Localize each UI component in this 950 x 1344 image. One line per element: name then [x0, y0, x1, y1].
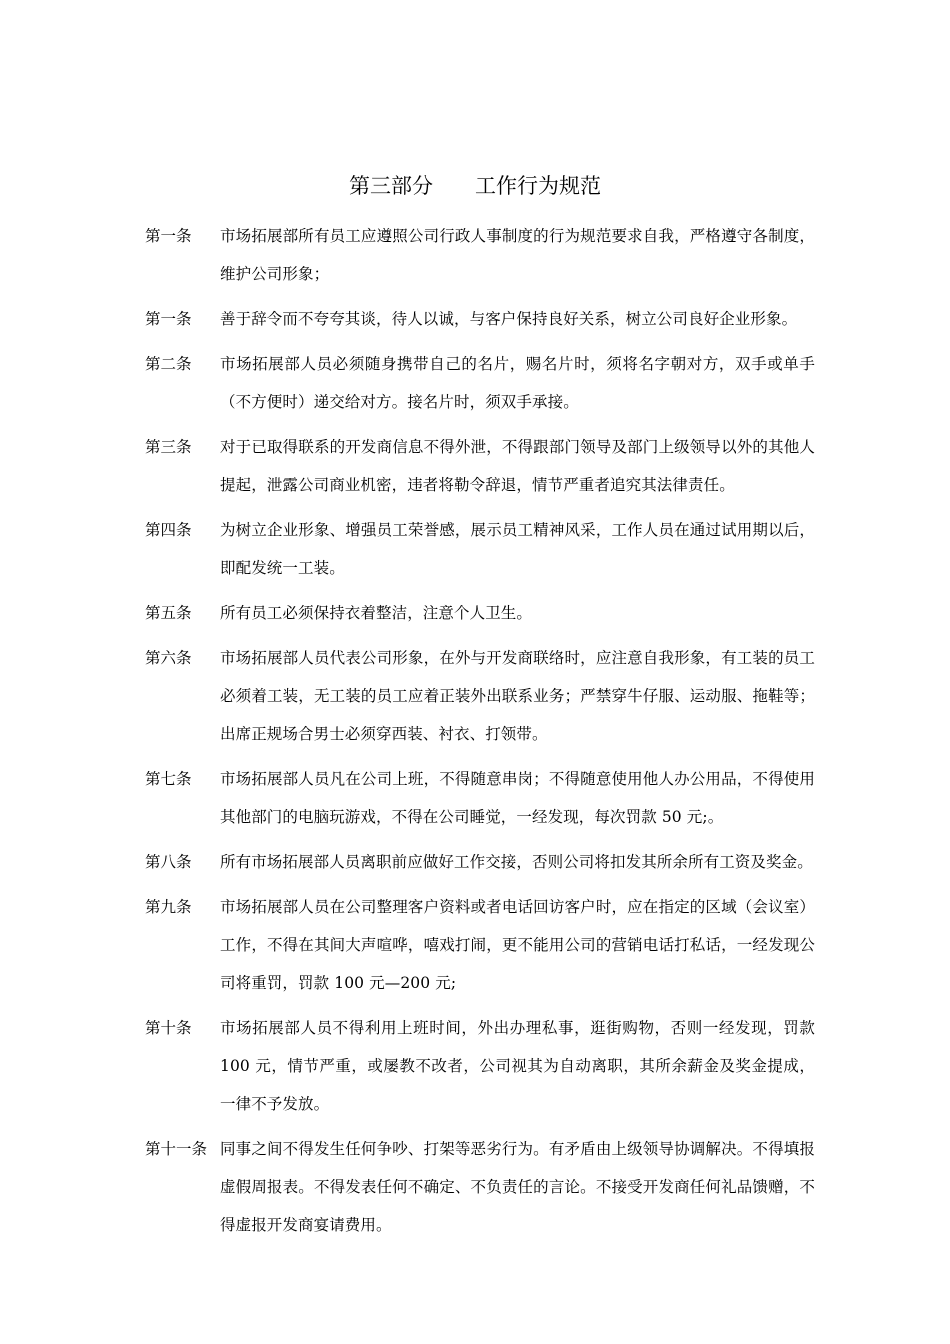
article-text: 所有员工必须保持衣着整洁，注意个人卫生。	[220, 604, 533, 622]
article-text: 对于已取得联系的开发商信息不得外泄，不得跟部门领导及部门上级领导以外的其他人提起，泄露公司商业机密，违者将勒令辞退，情节严重者追究其法律责任。	[220, 438, 815, 494]
article-item	[145, 1130, 815, 1244]
article-text: 善于辞令而不夸夸其谈，待人以诚，与客户保持良好关系，树立公司良好企业形象。	[220, 310, 798, 328]
article-text: 所有市场拓展部人员离职前应做好工作交接，否则公司将扣发其所余所有工资及奖金。	[220, 853, 813, 871]
article-number: 第一条	[145, 310, 192, 328]
page-title: 第三部分 工作行为规范	[349, 174, 601, 198]
article-number: 第七条	[145, 770, 192, 788]
article-number: 第十条	[145, 1019, 192, 1037]
article-number: 第一条	[145, 227, 192, 245]
article-item	[145, 217, 815, 293]
article-item	[145, 888, 815, 1002]
article-item	[145, 843, 815, 881]
article-text: 市场拓展部人员凡在公司上班，不得随意串岗；不得随意使用他人办公用品，不得使用其他部门的电脑玩游戏，不得在公司睡觉，一经发现，每次罚款 50 元;。	[220, 770, 815, 826]
article-number: 第四条	[145, 521, 192, 539]
article-item	[145, 511, 815, 587]
article-item	[145, 428, 815, 504]
article-item	[145, 300, 815, 338]
article-text: 同事之间不得发生任何争吵、打架等恶劣行为。有矛盾由上级领导协调解决。不得填报虚假周报表。不得发表任何不确定、不负责任的言论。不接受开发商任何礼品馈赠，不得虚报开发商宴请费用。	[220, 1140, 815, 1234]
article-item	[145, 639, 815, 753]
article-text: 市场拓展部人员在公司整理客户资料或者电话回访客户时，应在指定的区域（会议室）工作，不得在其间大声喧哗，嘻戏打闹，更不能用公司的营销电话打私话，一经发现公司将重罚，罚款 100 元—200 元;	[220, 898, 815, 992]
article-item	[145, 345, 815, 421]
article-text: 市场拓展部人员代表公司形象，在外与开发商联络时，应注意自我形象，有工装的员工必须着工装，无工装的员工应着正装外出联系业务；严禁穿牛仔服、运动服、拖鞋等；出席正规场合男士必须穿西装、衬衣、打领带。	[220, 649, 815, 743]
article-item	[145, 760, 815, 836]
article-number: 第九条	[145, 898, 192, 916]
article-number: 第二条	[145, 355, 192, 373]
article-text: 市场拓展部所有员工应遵照公司行政人事制度的行为规范要求自我，严格遵守各制度，维护公司形象；	[220, 227, 815, 283]
article-item	[145, 1009, 815, 1123]
article-text: 市场拓展部人员不得利用上班时间，外出办理私事，逛街购物，否则一经发现，罚款 100 元，情节严重，或屡教不改者，公司视其为自动离职，其所余薪金及奖金提成，一律不予发放。	[220, 1019, 815, 1113]
article-list	[145, 217, 815, 1251]
article-item	[145, 594, 815, 632]
article-number: 第三条	[145, 438, 192, 456]
article-number: 第八条	[145, 853, 192, 871]
article-number: 第五条	[145, 604, 192, 622]
article-number: 第六条	[145, 649, 192, 667]
article-text: 市场拓展部人员必须随身携带自己的名片，赐名片时，须将名字朝对方，双手或单手（不方便时）递交给对方。接名片时，须双手承接。	[220, 355, 815, 411]
article-number: 第十一条	[145, 1140, 208, 1158]
article-text: 为树立企业形象、增强员工荣誉感，展示员工精神风采，工作人员在通过试用期以后，即配发统一工装。	[220, 521, 815, 577]
